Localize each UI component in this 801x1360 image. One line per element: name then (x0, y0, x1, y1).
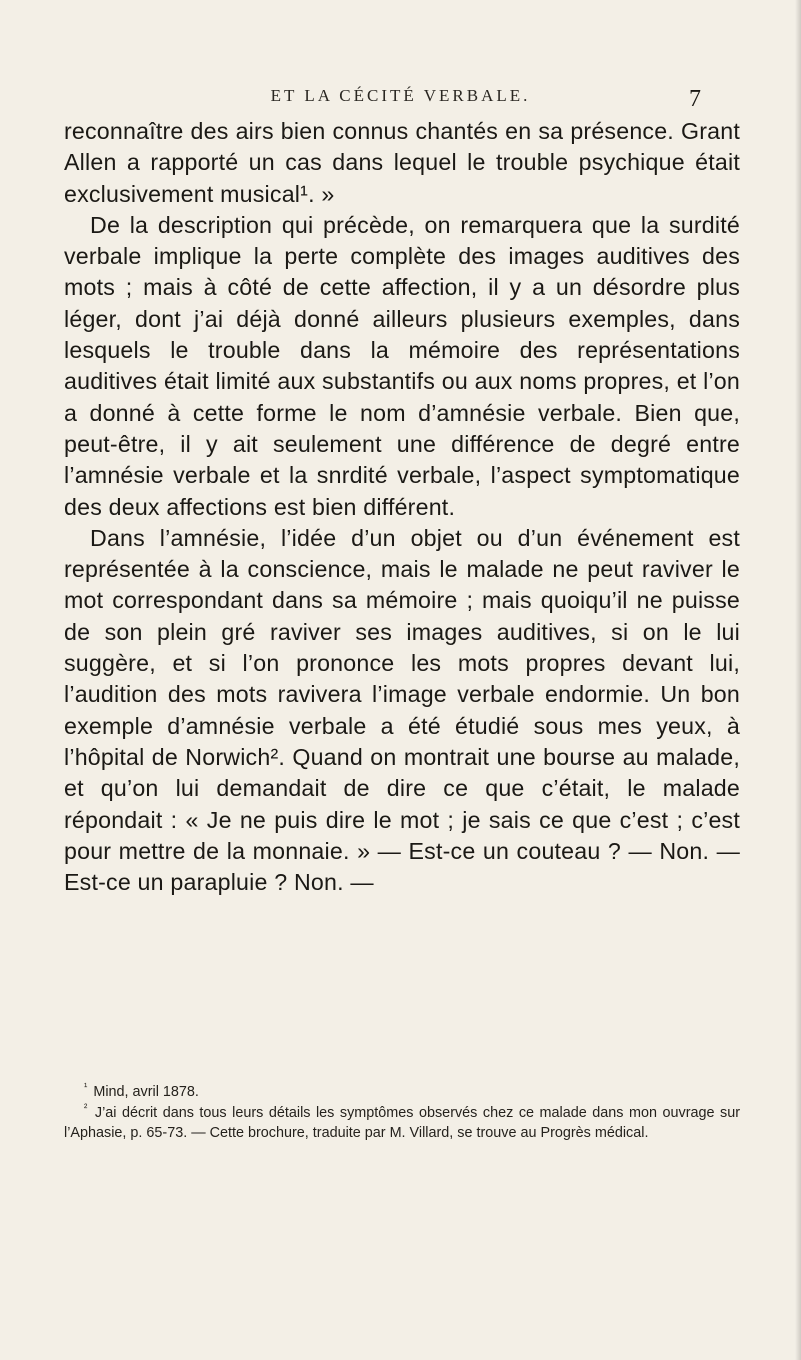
paragraph-1: reconnaître des airs bien connus chantés en sa présence. Grant Allen a rapporté un cas dans lequel le trouble psychique était exclusivement musical¹. » (64, 118, 740, 207)
page-edge-shadow (795, 0, 801, 1360)
footnote-1 (64, 1082, 740, 1103)
footnote-marker-2: ² (84, 1102, 88, 1114)
footnote-text-1: Mind, avril 1878. (93, 1084, 199, 1100)
footnote-marker-1: ¹ (84, 1082, 88, 1094)
paragraph-2: De la description qui précède, on remarquera que la surdité verbale implique la perte complète des images auditives des mots ; mais à côté de cette affection, il y a un désordre plus léger, dont j’ai déjà donné ailleurs plusieurs exemples, dans lesquels le trouble dans la mémoire des représentations auditives était limité aux substantifs ou aux noms propres, et l’on a donné à cette forme le nom d’amnésie verbale. Bien que, peut-être, il y ait seulement une différence de degré entre l’amnésie verbale et la snrdité verbale, l’aspect symptomatique des deux affections est bien différent. (64, 211, 740, 520)
running-title: ET LA CÉCITÉ VERBALE. (270, 86, 531, 105)
page-number: 7 (689, 86, 701, 112)
body-text (64, 116, 740, 898)
footnotes (64, 1082, 740, 1144)
footnote-text-2: J’ai décrit dans tous leurs détails les symptômes observés chez ce malade dans mon ouvrage sur l’Aphasie, p. 65-73. — Cette brochure, traduite par M. Villard, se trouve au Progrès médical. (64, 1104, 741, 1141)
footnote-2 (64, 1103, 740, 1144)
paragraph-3: Dans l’amnésie, l’idée d’un objet ou d’un événement est représentée à la conscience, mais le malade ne peut raviver le mot correspondant dans sa mémoire ; mais quoiqu’il ne puisse de son plein gré raviver ses images auditives, si on le lui suggère, et si l’on prononce les mots propres devant lui, l’audition des mots ravivera l’image verbale endormie. Un bon exemple d’amnésie verbale a été étudié sous mes yeux, à l’hôpital de Norwich². Quand on montrait une bourse au malade, et qu’on lui demandait de dire ce que c’était, le malade répondait : « Je ne puis dire le mot ; je sais ce que c’est ; c’est pour mettre de la monnaie. » — Est-ce un couteau ? — Non. — Est-ce un parapluie ? Non. — (64, 524, 740, 896)
